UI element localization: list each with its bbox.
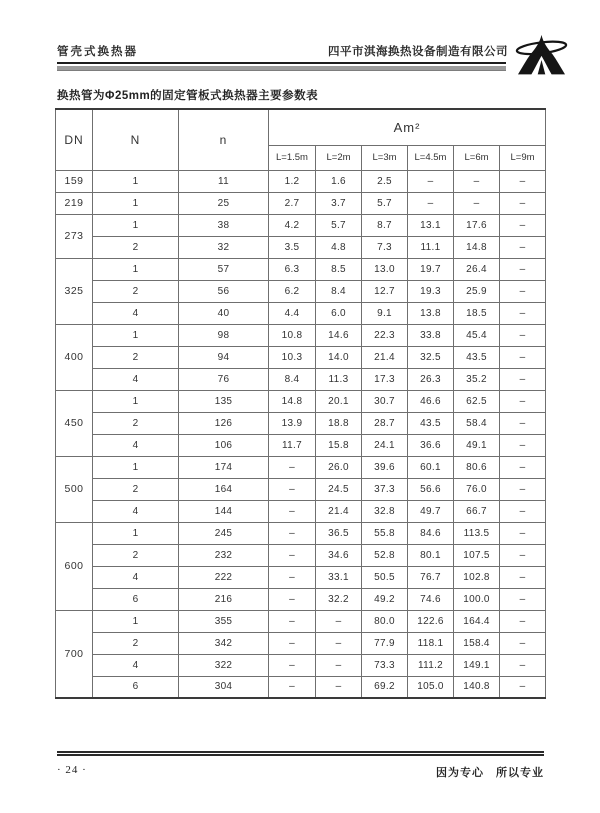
pass-count-cell: 4 bbox=[93, 566, 179, 588]
tube-count-cell: 126 bbox=[179, 412, 269, 434]
table-row bbox=[56, 236, 546, 258]
area-value-cell: 60.1 bbox=[408, 456, 454, 478]
area-value-cell: 26.3 bbox=[408, 368, 454, 390]
area-value-cell: 5.7 bbox=[316, 214, 362, 236]
area-value-cell: – bbox=[500, 214, 546, 236]
table-row bbox=[56, 456, 546, 478]
area-value-cell: – bbox=[269, 478, 316, 500]
area-value-cell: 10.3 bbox=[269, 346, 316, 368]
area-value-cell: 13.1 bbox=[408, 214, 454, 236]
tube-count-cell: 174 bbox=[179, 456, 269, 478]
pass-count-cell: 4 bbox=[93, 368, 179, 390]
table-row bbox=[56, 192, 546, 214]
area-value-cell: 4.4 bbox=[269, 302, 316, 324]
area-value-cell: 1.2 bbox=[269, 170, 316, 192]
area-value-cell: – bbox=[269, 544, 316, 566]
area-value-cell: 6.0 bbox=[316, 302, 362, 324]
area-value-cell: – bbox=[500, 346, 546, 368]
table-row bbox=[56, 500, 546, 522]
header-rule-gray-band bbox=[57, 66, 506, 71]
table-row bbox=[56, 654, 546, 676]
area-value-cell: 19.3 bbox=[408, 280, 454, 302]
dn-cell: 400 bbox=[56, 324, 93, 390]
area-value-cell: 1.6 bbox=[316, 170, 362, 192]
table-row bbox=[56, 412, 546, 434]
table-row bbox=[56, 302, 546, 324]
area-value-cell: – bbox=[269, 654, 316, 676]
area-value-cell: 12.7 bbox=[362, 280, 408, 302]
area-value-cell: 36.5 bbox=[316, 522, 362, 544]
area-value-cell: 18.5 bbox=[454, 302, 500, 324]
area-value-cell: 13.8 bbox=[408, 302, 454, 324]
footer-rule bbox=[57, 751, 544, 756]
table-title: 换热管为Φ25mm的固定管板式换热器主要参数表 bbox=[57, 90, 319, 102]
tube-count-cell: 245 bbox=[179, 522, 269, 544]
area-value-cell: – bbox=[269, 632, 316, 654]
area-value-cell: 111.2 bbox=[408, 654, 454, 676]
pass-count-cell: 2 bbox=[93, 346, 179, 368]
tube-count-cell: 25 bbox=[179, 192, 269, 214]
area-value-cell: – bbox=[500, 434, 546, 456]
area-value-cell: – bbox=[500, 324, 546, 346]
area-value-cell: – bbox=[316, 676, 362, 698]
area-value-cell: – bbox=[316, 632, 362, 654]
page-number: · 24 · bbox=[57, 764, 87, 776]
area-value-cell: 13.9 bbox=[269, 412, 316, 434]
tube-count-cell: 304 bbox=[179, 676, 269, 698]
pass-count-cell: 1 bbox=[93, 170, 179, 192]
area-value-cell: 21.4 bbox=[362, 346, 408, 368]
table-row bbox=[56, 368, 546, 390]
pass-count-cell: 2 bbox=[93, 478, 179, 500]
area-value-cell: – bbox=[500, 522, 546, 544]
area-value-cell: 107.5 bbox=[454, 544, 500, 566]
area-value-cell: 10.8 bbox=[269, 324, 316, 346]
pass-count-cell: 1 bbox=[93, 324, 179, 346]
area-value-cell: – bbox=[316, 610, 362, 632]
area-value-cell: 18.8 bbox=[316, 412, 362, 434]
area-value-cell: 39.6 bbox=[362, 456, 408, 478]
col-header-passes: N bbox=[93, 109, 179, 170]
table-row bbox=[56, 258, 546, 280]
area-value-cell: – bbox=[500, 170, 546, 192]
area-value-cell: – bbox=[316, 654, 362, 676]
area-value-cell: 76.7 bbox=[408, 566, 454, 588]
area-value-cell: 8.7 bbox=[362, 214, 408, 236]
table-row bbox=[56, 434, 546, 456]
area-value-cell: – bbox=[269, 456, 316, 478]
area-value-cell: 158.4 bbox=[454, 632, 500, 654]
tube-count-cell: 76 bbox=[179, 368, 269, 390]
area-value-cell: 11.3 bbox=[316, 368, 362, 390]
area-value-cell: 11.7 bbox=[269, 434, 316, 456]
tube-count-cell: 38 bbox=[179, 214, 269, 236]
area-value-cell: – bbox=[500, 280, 546, 302]
tube-count-cell: 11 bbox=[179, 170, 269, 192]
area-value-cell: 6.3 bbox=[269, 258, 316, 280]
pass-count-cell: 2 bbox=[93, 544, 179, 566]
tube-count-cell: 57 bbox=[179, 258, 269, 280]
area-value-cell: 14.6 bbox=[316, 324, 362, 346]
area-value-cell: 8.4 bbox=[269, 368, 316, 390]
pass-count-cell: 2 bbox=[93, 412, 179, 434]
header-rule bbox=[57, 62, 506, 71]
footer-slogan: 因为专心 所以专业 bbox=[436, 767, 544, 779]
pass-count-cell: 2 bbox=[93, 632, 179, 654]
area-value-cell: 2.5 bbox=[362, 170, 408, 192]
tube-count-cell: 322 bbox=[179, 654, 269, 676]
area-value-cell: 5.7 bbox=[362, 192, 408, 214]
area-value-cell: 122.6 bbox=[408, 610, 454, 632]
area-value-cell: 14.8 bbox=[269, 390, 316, 412]
area-value-cell: 32.5 bbox=[408, 346, 454, 368]
area-value-cell: – bbox=[500, 566, 546, 588]
area-value-cell: 80.0 bbox=[362, 610, 408, 632]
area-value-cell: 52.8 bbox=[362, 544, 408, 566]
dn-cell: 273 bbox=[56, 214, 93, 258]
area-value-cell: – bbox=[500, 192, 546, 214]
tube-count-cell: 342 bbox=[179, 632, 269, 654]
pass-count-cell: 1 bbox=[93, 610, 179, 632]
area-value-cell: 7.3 bbox=[362, 236, 408, 258]
area-value-cell: – bbox=[500, 478, 546, 500]
tube-count-cell: 144 bbox=[179, 500, 269, 522]
parameters-table bbox=[55, 108, 546, 699]
area-value-cell: 24.1 bbox=[362, 434, 408, 456]
table-row bbox=[56, 632, 546, 654]
area-value-cell: 69.2 bbox=[362, 676, 408, 698]
table-row bbox=[56, 346, 546, 368]
area-value-cell: 77.9 bbox=[362, 632, 408, 654]
area-value-cell: 33.8 bbox=[408, 324, 454, 346]
area-value-cell: 32.2 bbox=[316, 588, 362, 610]
pass-count-cell: 6 bbox=[93, 676, 179, 698]
tube-count-cell: 106 bbox=[179, 434, 269, 456]
area-value-cell: 26.4 bbox=[454, 258, 500, 280]
area-value-cell: – bbox=[500, 654, 546, 676]
area-value-cell: 46.6 bbox=[408, 390, 454, 412]
dn-cell: 159 bbox=[56, 170, 93, 192]
area-value-cell: 149.1 bbox=[454, 654, 500, 676]
area-value-cell: 21.4 bbox=[316, 500, 362, 522]
header-company-name: 四平市淇海换热设备制造有限公司 bbox=[328, 46, 508, 58]
col-header-length-3: L=4.5m bbox=[408, 145, 454, 170]
col-header-length-2: L=3m bbox=[362, 145, 408, 170]
area-value-cell: – bbox=[500, 588, 546, 610]
dn-cell: 500 bbox=[56, 456, 93, 522]
tube-count-cell: 232 bbox=[179, 544, 269, 566]
area-value-cell: 50.5 bbox=[362, 566, 408, 588]
area-value-cell: 80.1 bbox=[408, 544, 454, 566]
area-value-cell: 34.6 bbox=[316, 544, 362, 566]
tube-count-cell: 135 bbox=[179, 390, 269, 412]
area-value-cell: 24.5 bbox=[316, 478, 362, 500]
table-row bbox=[56, 280, 546, 302]
area-value-cell: 100.0 bbox=[454, 588, 500, 610]
area-value-cell: 22.3 bbox=[362, 324, 408, 346]
pass-count-cell: 4 bbox=[93, 654, 179, 676]
area-value-cell: – bbox=[269, 588, 316, 610]
area-value-cell: 17.6 bbox=[454, 214, 500, 236]
area-value-cell: – bbox=[500, 412, 546, 434]
col-header-length-4: L=6m bbox=[454, 145, 500, 170]
area-value-cell: 8.5 bbox=[316, 258, 362, 280]
area-value-cell: 76.0 bbox=[454, 478, 500, 500]
col-header-dn: DN bbox=[56, 109, 93, 170]
pass-count-cell: 1 bbox=[93, 258, 179, 280]
area-value-cell: – bbox=[500, 236, 546, 258]
tube-count-cell: 355 bbox=[179, 610, 269, 632]
area-value-cell: 74.6 bbox=[408, 588, 454, 610]
dn-cell: 700 bbox=[56, 610, 93, 698]
col-header-length-1: L=2m bbox=[316, 145, 362, 170]
area-value-cell: – bbox=[269, 676, 316, 698]
area-value-cell: 15.8 bbox=[316, 434, 362, 456]
area-value-cell: 56.6 bbox=[408, 478, 454, 500]
area-value-cell: 45.4 bbox=[454, 324, 500, 346]
area-value-cell: 43.5 bbox=[454, 346, 500, 368]
area-value-cell: – bbox=[500, 368, 546, 390]
dn-cell: 450 bbox=[56, 390, 93, 456]
area-value-cell: 73.3 bbox=[362, 654, 408, 676]
area-value-cell: 55.8 bbox=[362, 522, 408, 544]
area-value-cell: 32.8 bbox=[362, 500, 408, 522]
tube-count-cell: 40 bbox=[179, 302, 269, 324]
area-value-cell: 4.2 bbox=[269, 214, 316, 236]
dn-cell: 600 bbox=[56, 522, 93, 610]
pass-count-cell: 1 bbox=[93, 192, 179, 214]
pass-count-cell: 1 bbox=[93, 390, 179, 412]
area-value-cell: 19.7 bbox=[408, 258, 454, 280]
table-row bbox=[56, 478, 546, 500]
area-value-cell: 14.8 bbox=[454, 236, 500, 258]
area-value-cell: 3.7 bbox=[316, 192, 362, 214]
col-header-tubes: n bbox=[179, 109, 269, 170]
area-value-cell: – bbox=[269, 566, 316, 588]
tube-count-cell: 56 bbox=[179, 280, 269, 302]
col-header-area: Am² bbox=[269, 109, 546, 145]
table-row bbox=[56, 324, 546, 346]
col-header-length-0: L=1.5m bbox=[269, 145, 316, 170]
area-value-cell: – bbox=[500, 390, 546, 412]
area-value-cell: 80.6 bbox=[454, 456, 500, 478]
tube-count-cell: 222 bbox=[179, 566, 269, 588]
area-value-cell: 8.4 bbox=[316, 280, 362, 302]
area-value-cell: 118.1 bbox=[408, 632, 454, 654]
area-value-cell: 13.0 bbox=[362, 258, 408, 280]
area-value-cell: 102.8 bbox=[454, 566, 500, 588]
area-value-cell: 33.1 bbox=[316, 566, 362, 588]
area-value-cell: – bbox=[269, 522, 316, 544]
area-value-cell: 28.7 bbox=[362, 412, 408, 434]
area-value-cell: 58.4 bbox=[454, 412, 500, 434]
area-value-cell: 11.1 bbox=[408, 236, 454, 258]
area-value-cell: – bbox=[500, 302, 546, 324]
pass-count-cell: 6 bbox=[93, 588, 179, 610]
area-value-cell: – bbox=[500, 544, 546, 566]
area-value-cell: 164.4 bbox=[454, 610, 500, 632]
area-value-cell: 49.1 bbox=[454, 434, 500, 456]
area-value-cell: 4.8 bbox=[316, 236, 362, 258]
area-value-cell: 36.6 bbox=[408, 434, 454, 456]
area-value-cell: 113.5 bbox=[454, 522, 500, 544]
pass-count-cell: 4 bbox=[93, 500, 179, 522]
pass-count-cell: 1 bbox=[93, 522, 179, 544]
tube-count-cell: 216 bbox=[179, 588, 269, 610]
area-value-cell: 43.5 bbox=[408, 412, 454, 434]
area-value-cell: 14.0 bbox=[316, 346, 362, 368]
area-value-cell: – bbox=[454, 170, 500, 192]
pass-count-cell: 1 bbox=[93, 214, 179, 236]
header-section-title: 管壳式换热器 bbox=[57, 46, 138, 58]
tube-count-cell: 98 bbox=[179, 324, 269, 346]
area-value-cell: 25.9 bbox=[454, 280, 500, 302]
area-value-cell: – bbox=[500, 500, 546, 522]
area-value-cell: – bbox=[500, 610, 546, 632]
area-value-cell: 105.0 bbox=[408, 676, 454, 698]
area-value-cell: 140.8 bbox=[454, 676, 500, 698]
pass-count-cell: 4 bbox=[93, 434, 179, 456]
table-row bbox=[56, 214, 546, 236]
table-header-row-1 bbox=[56, 109, 546, 145]
tube-count-cell: 32 bbox=[179, 236, 269, 258]
area-value-cell: 9.1 bbox=[362, 302, 408, 324]
tube-count-cell: 94 bbox=[179, 346, 269, 368]
table-row bbox=[56, 588, 546, 610]
area-value-cell: – bbox=[408, 192, 454, 214]
col-header-length-5: L=9m bbox=[500, 145, 546, 170]
dn-cell: 219 bbox=[56, 192, 93, 214]
area-value-cell: – bbox=[269, 610, 316, 632]
area-value-cell: 17.3 bbox=[362, 368, 408, 390]
table-row bbox=[56, 522, 546, 544]
table-row bbox=[56, 544, 546, 566]
area-value-cell: 30.7 bbox=[362, 390, 408, 412]
table-row bbox=[56, 566, 546, 588]
table-row bbox=[56, 610, 546, 632]
tube-count-cell: 164 bbox=[179, 478, 269, 500]
area-value-cell: 2.7 bbox=[269, 192, 316, 214]
area-value-cell: – bbox=[408, 170, 454, 192]
pass-count-cell: 2 bbox=[93, 280, 179, 302]
area-value-cell: 37.3 bbox=[362, 478, 408, 500]
area-value-cell: – bbox=[500, 632, 546, 654]
area-value-cell: 66.7 bbox=[454, 500, 500, 522]
table-row bbox=[56, 170, 546, 192]
dn-cell: 325 bbox=[56, 258, 93, 324]
area-value-cell: 6.2 bbox=[269, 280, 316, 302]
area-value-cell: – bbox=[500, 258, 546, 280]
area-value-cell: 62.5 bbox=[454, 390, 500, 412]
area-value-cell: – bbox=[269, 500, 316, 522]
pass-count-cell: 1 bbox=[93, 456, 179, 478]
pass-count-cell: 4 bbox=[93, 302, 179, 324]
company-logo-icon bbox=[511, 34, 572, 76]
area-value-cell: – bbox=[454, 192, 500, 214]
area-value-cell: 20.1 bbox=[316, 390, 362, 412]
area-value-cell: 26.0 bbox=[316, 456, 362, 478]
pass-count-cell: 2 bbox=[93, 236, 179, 258]
area-value-cell: 3.5 bbox=[269, 236, 316, 258]
area-value-cell: – bbox=[500, 456, 546, 478]
area-value-cell: 84.6 bbox=[408, 522, 454, 544]
area-value-cell: 35.2 bbox=[454, 368, 500, 390]
table-row bbox=[56, 676, 546, 698]
area-value-cell: – bbox=[500, 676, 546, 698]
area-value-cell: 49.2 bbox=[362, 588, 408, 610]
table-row bbox=[56, 390, 546, 412]
area-value-cell: 49.7 bbox=[408, 500, 454, 522]
